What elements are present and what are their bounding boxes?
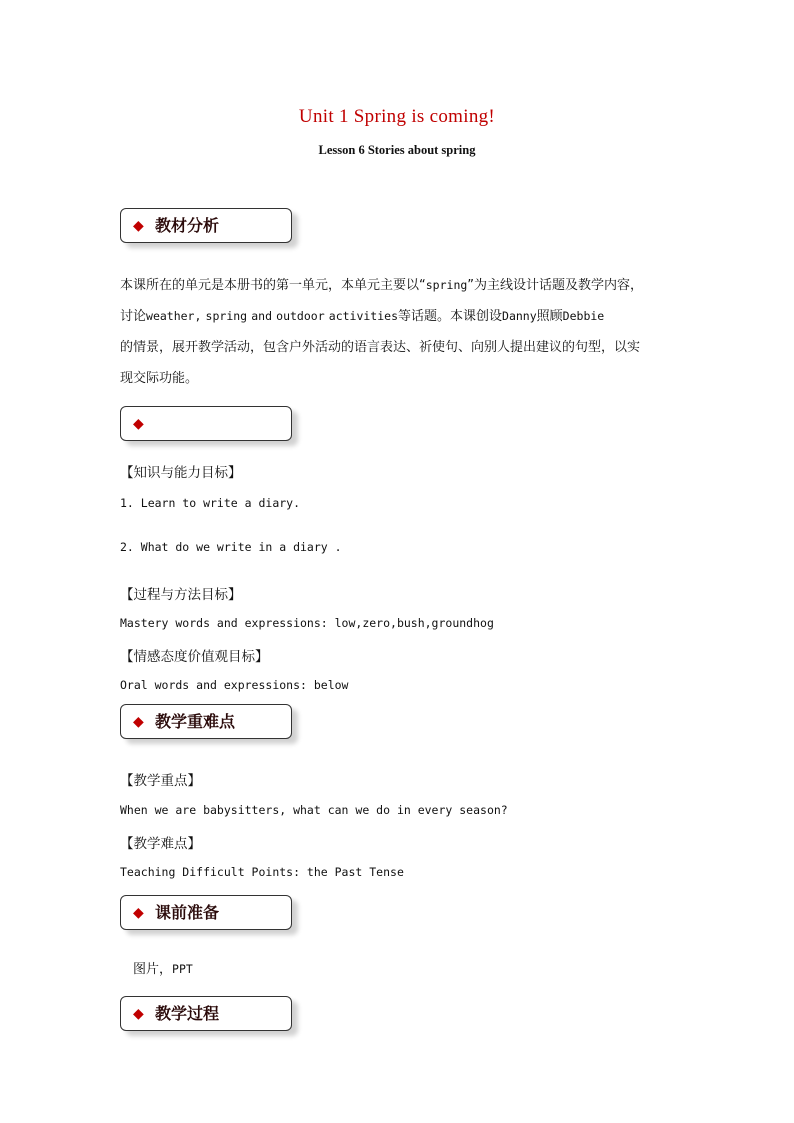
emotion-goals-heading: 【情感态度价值观目标】 <box>120 649 269 665</box>
preparation-text: 图片，PPT <box>133 962 193 977</box>
knowledge-goal-item: 1. Learn to write a diary. <box>120 496 301 510</box>
emotion-goals-text: Oral words and expressions: below <box>120 678 349 692</box>
unit-title: Unit 1 Spring is coming! <box>298 106 496 127</box>
lesson-subtitle: Lesson 6 Stories about spring <box>318 143 476 157</box>
analysis-line-3: 的情景，展开教学活动，包含户外活动的语言表达、祈使句、向别人提出建议的句型，以实 <box>120 340 641 355</box>
analysis-paragraph <box>120 270 676 394</box>
section-label: 课前准备 <box>155 903 220 922</box>
diamond-bullet-icon: ◆ <box>133 714 144 730</box>
key-point-heading: 【教学重点】 <box>120 773 201 789</box>
difficult-point-text: Teaching Difficult Points: the Past Tense <box>120 865 404 879</box>
knowledge-goals-heading: 【知识与能力目标】 <box>120 465 242 481</box>
section-label: 教材分析 <box>155 216 220 235</box>
section-header-process <box>120 996 292 1031</box>
diamond-bullet-icon: ◆ <box>133 218 144 234</box>
analysis-line-2: 讨论weather, spring and outdoor activities等话题。本课创设Danny照顾Debbie <box>120 309 605 324</box>
process-goals-text: Mastery words and expressions: low,zero,bush,groundhog <box>120 616 494 630</box>
analysis-line-1: 本课所在的单元是本册书的第一单元，本单元主要以“spring”为主线设计话题及教学内容， <box>120 278 644 293</box>
analysis-line-4: 现交际功能。 <box>120 371 199 386</box>
section-label: 教学重难点 <box>155 712 236 731</box>
process-goals-heading: 【过程与方法目标】 <box>120 587 242 603</box>
section-header-analysis <box>120 208 292 243</box>
knowledge-goal-item: 2. What do we write in a diary . <box>120 540 342 554</box>
key-point-text: When we are babysitters, what can we do in every season? <box>120 803 508 817</box>
section-header-key-points <box>120 704 292 739</box>
diamond-bullet-icon: ◆ <box>133 416 144 432</box>
section-header-preparation <box>120 895 292 930</box>
section-header-objectives <box>120 406 292 441</box>
section-label: 教学过程 <box>155 1004 220 1023</box>
diamond-bullet-icon: ◆ <box>133 905 144 921</box>
difficult-point-heading: 【教学难点】 <box>120 836 201 852</box>
diamond-bullet-icon: ◆ <box>133 1006 144 1022</box>
